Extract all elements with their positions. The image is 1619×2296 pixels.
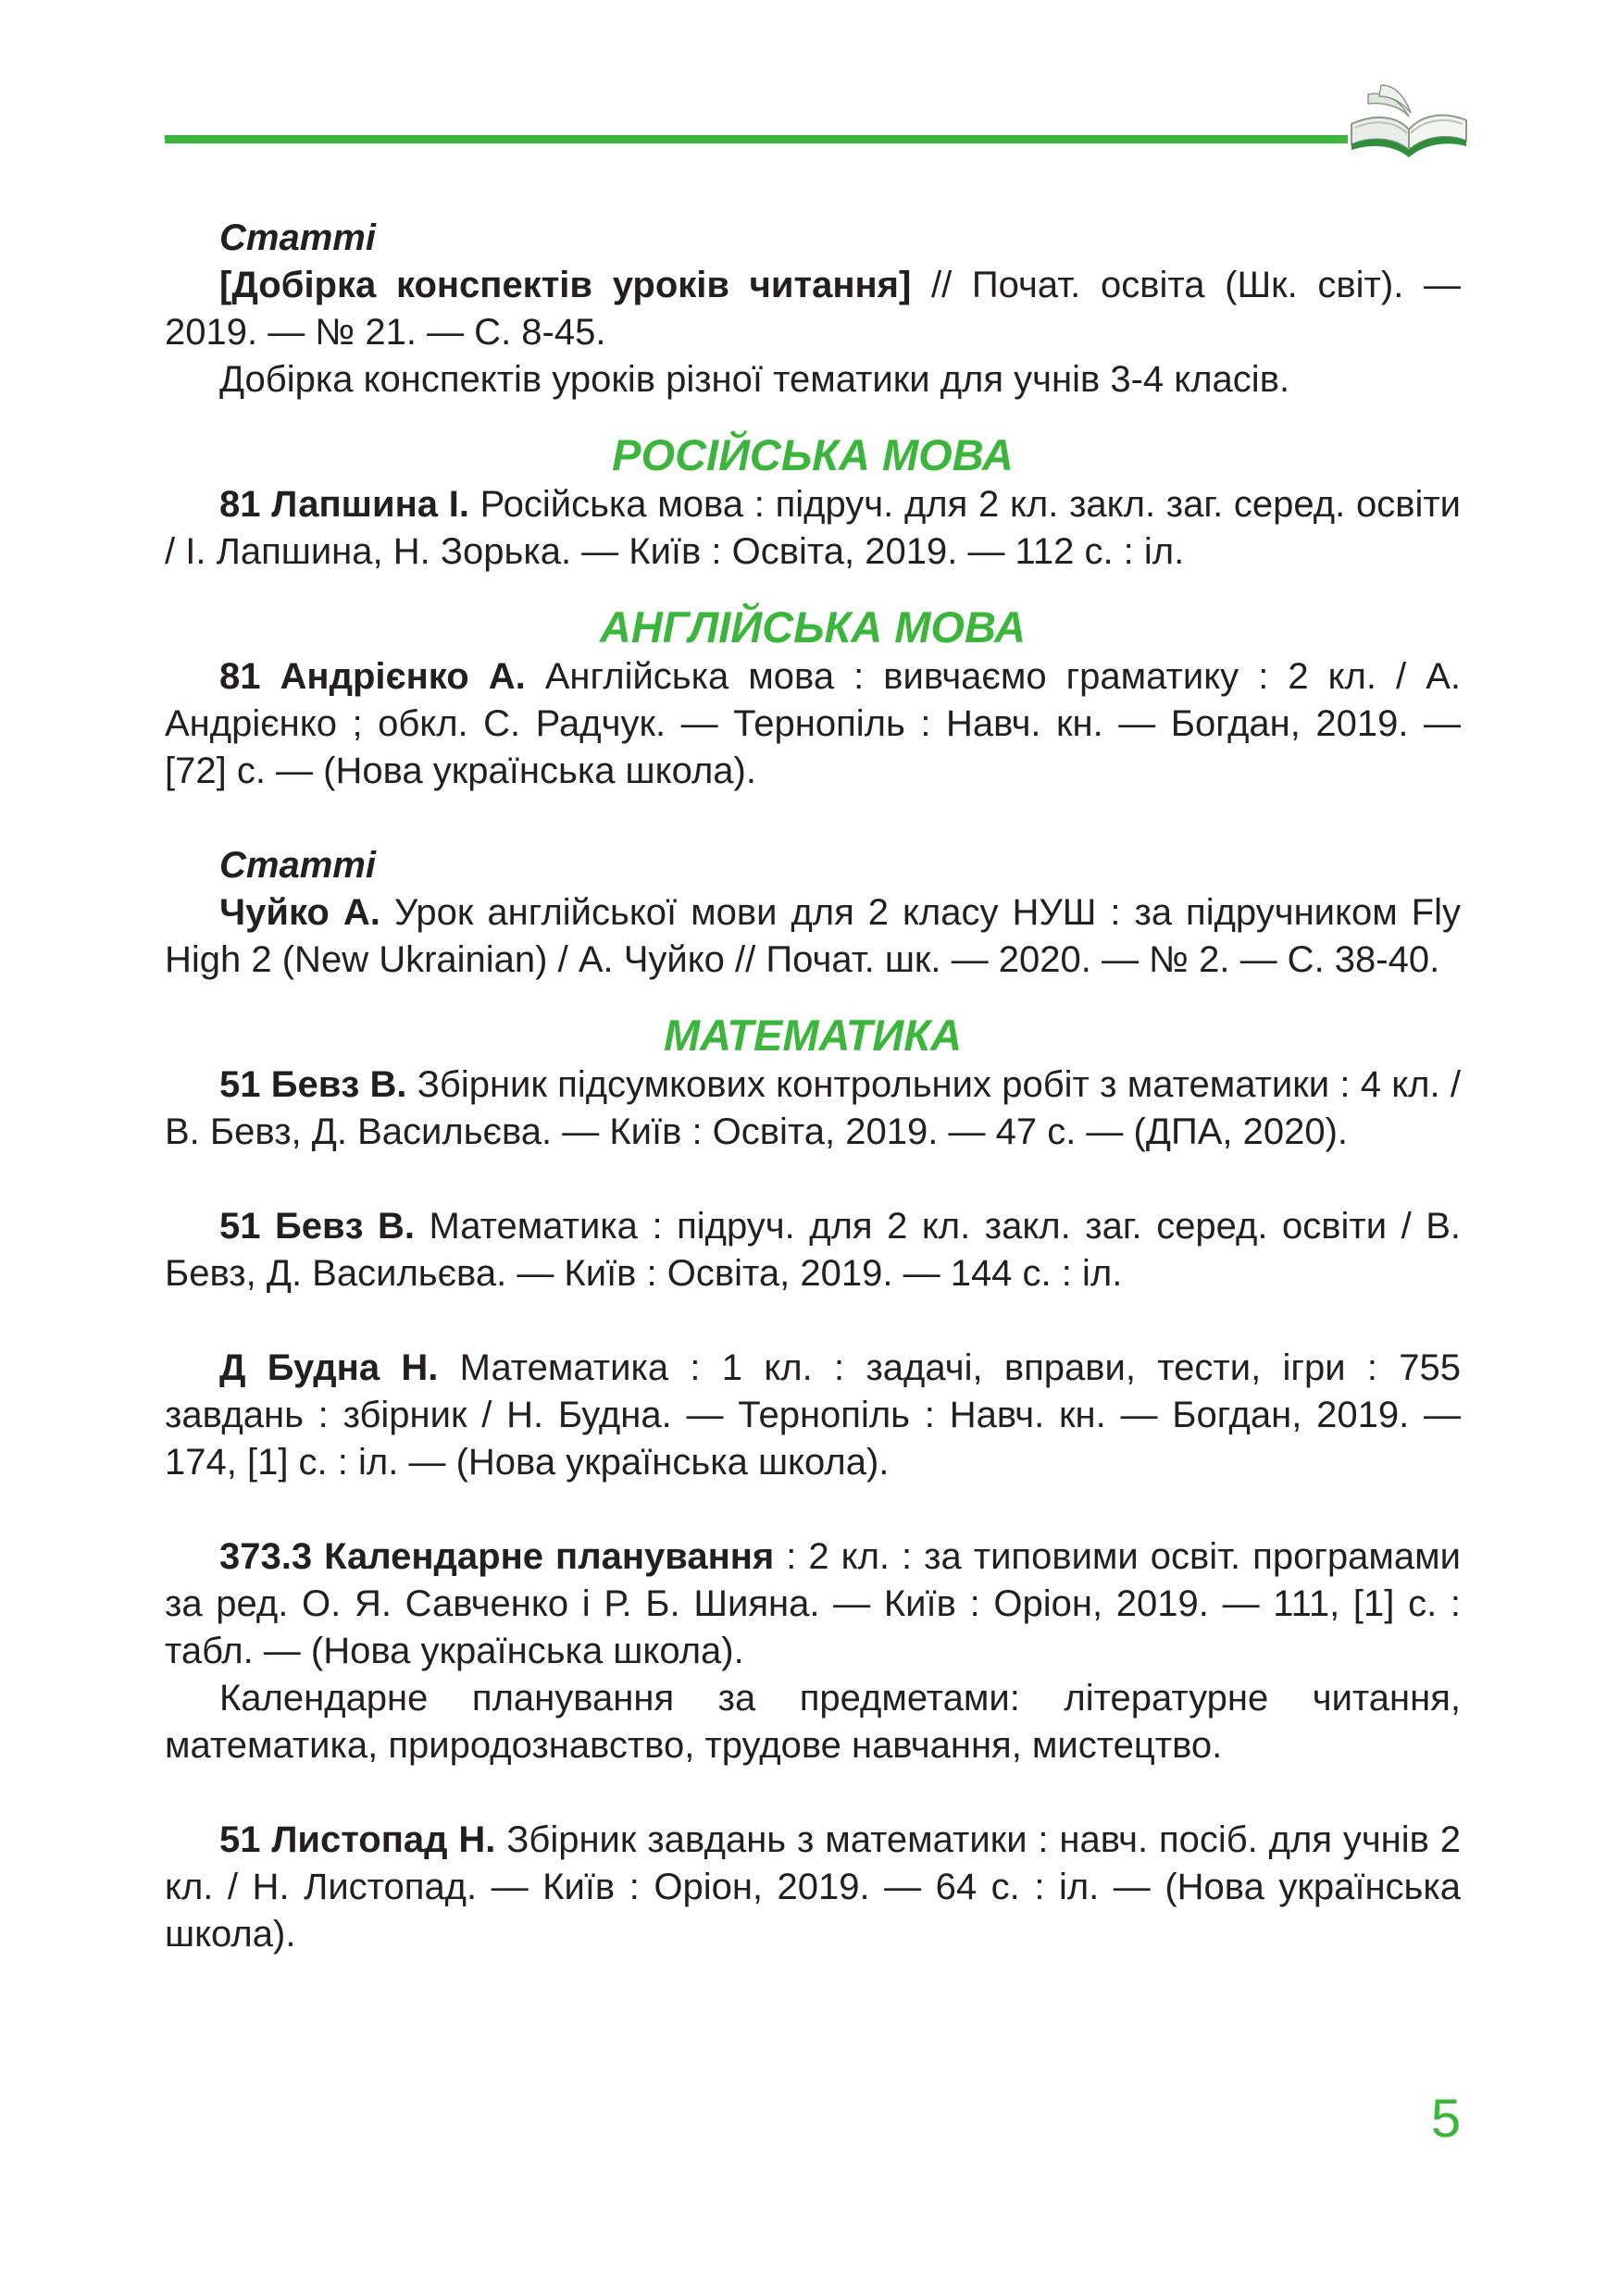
- bibliography-entry: [165, 1345, 1461, 1486]
- entry-text: Урок англійської мови для 2 класу НУШ : за підручником Fly High 2 (New Ukrainian) / А. Чуйко // Почат. шк. — 2020. — № 2. — С. 38-40.: [165, 892, 1461, 980]
- entry-text: Математика : 1 кл. : задачі, вправи, тести, ігри : 755 завдань : збірник / Н. Будна. — Тернопіль : Навч. кн. — Богдан, 2019. — 174, [1] с. : іл. — (Нова українська школа).: [165, 1347, 1461, 1483]
- bibliography-entry: [165, 481, 1461, 576]
- section-label: Статті: [219, 845, 376, 886]
- entry-title: Чуйко А.: [219, 892, 380, 933]
- bibliography-entry: [165, 1203, 1461, 1297]
- section-heading-math: МАТЕМАТИКА: [663, 1011, 963, 1060]
- page-number: 5: [1430, 2089, 1462, 2149]
- bibliography-entry: [165, 889, 1461, 984]
- bibliography-entry: [165, 653, 1461, 795]
- entry-text: Російська мова : підруч. для 2 кл. закл. заг. серед. освіти / І. Лапшина, Н. Зорька. — Київ : Освіта, 2019. — 112 с. : іл.: [165, 484, 1462, 572]
- entry-title: 51 Бевз В.: [219, 1206, 415, 1247]
- bibliography-entry: [165, 262, 1461, 356]
- entry-title: 51 Бевз В.: [219, 1064, 407, 1105]
- entry-title: [Добірка конспектів уроків читання]: [219, 265, 912, 305]
- bibliography-entry: [165, 1533, 1461, 1675]
- entry-text: // Почат. освіта (Шк. світ). — 2019. — № 21. — С. 8-45.: [165, 265, 1462, 353]
- section-label: Статті: [219, 217, 376, 258]
- entry-title: 81 Андрієнко А.: [219, 656, 526, 697]
- header-rule: [165, 135, 1348, 143]
- entry-title: 373.3 Календарне планування: [219, 1536, 775, 1577]
- section-heading-english: АНГЛІЙСЬКА МОВА: [599, 602, 1027, 652]
- entry-text: Збірник завдань з математики : навч. посіб. для учнів 2 кл. / Н. Листопад. — Київ : Оріон, 2019. — 64 с. : іл. — (Нова українська школа).: [165, 1819, 1461, 1955]
- bibliography-entry: [165, 1817, 1461, 1958]
- entry-text: Математика : підруч. для 2 кл. закл. заг. серед. освіти / В. Бевз, Д. Васильєва. — Київ : Освіта, 2019. — 144 с. : іл.: [165, 1206, 1462, 1294]
- open-book-icon: [1348, 76, 1470, 165]
- section-heading-russian: РОСІЙСЬКА МОВА: [612, 430, 1014, 479]
- entry-title: 81 Лапшина І.: [219, 484, 469, 525]
- entry-title: Д Будна Н.: [219, 1347, 439, 1388]
- entry-text: Англійська мова : вивчаємо граматику : 2 кл. / А. Андрієнко ; обкл. С. Радчук. — Тернопіль : Навч. кн. — Богдан, 2019. — [72] с. — (Нова українська школа).: [165, 656, 1461, 791]
- entry-text: : 2 кл. : за типовими освіт. програмами за ред. О. Я. Савченко і Р. Б. Шияна. — Київ : Оріон, 2019. — 111, [1] с. : табл. — (Нова українська школа).: [165, 1536, 1461, 1671]
- entry-title: 51 Листопад Н.: [219, 1819, 496, 1860]
- entry-annotation: Добірка конспектів уроків різної тематики для учнів 3-4 класів.: [219, 359, 1290, 400]
- entry-text: Збірник підсумкових контрольних робіт з математики : 4 кл. / В. Бевз, Д. Васильєва. — Київ : Освіта, 2019. — 47 с. — (ДПА, 2020).: [165, 1064, 1462, 1152]
- entry-annotation: Календарне планування за предметами: літературне читання, математика, природознавство, трудове навчання, мистецтво.: [165, 1678, 1461, 1766]
- bibliography-content: [165, 215, 1461, 1958]
- bibliography-entry: [165, 1061, 1461, 1156]
